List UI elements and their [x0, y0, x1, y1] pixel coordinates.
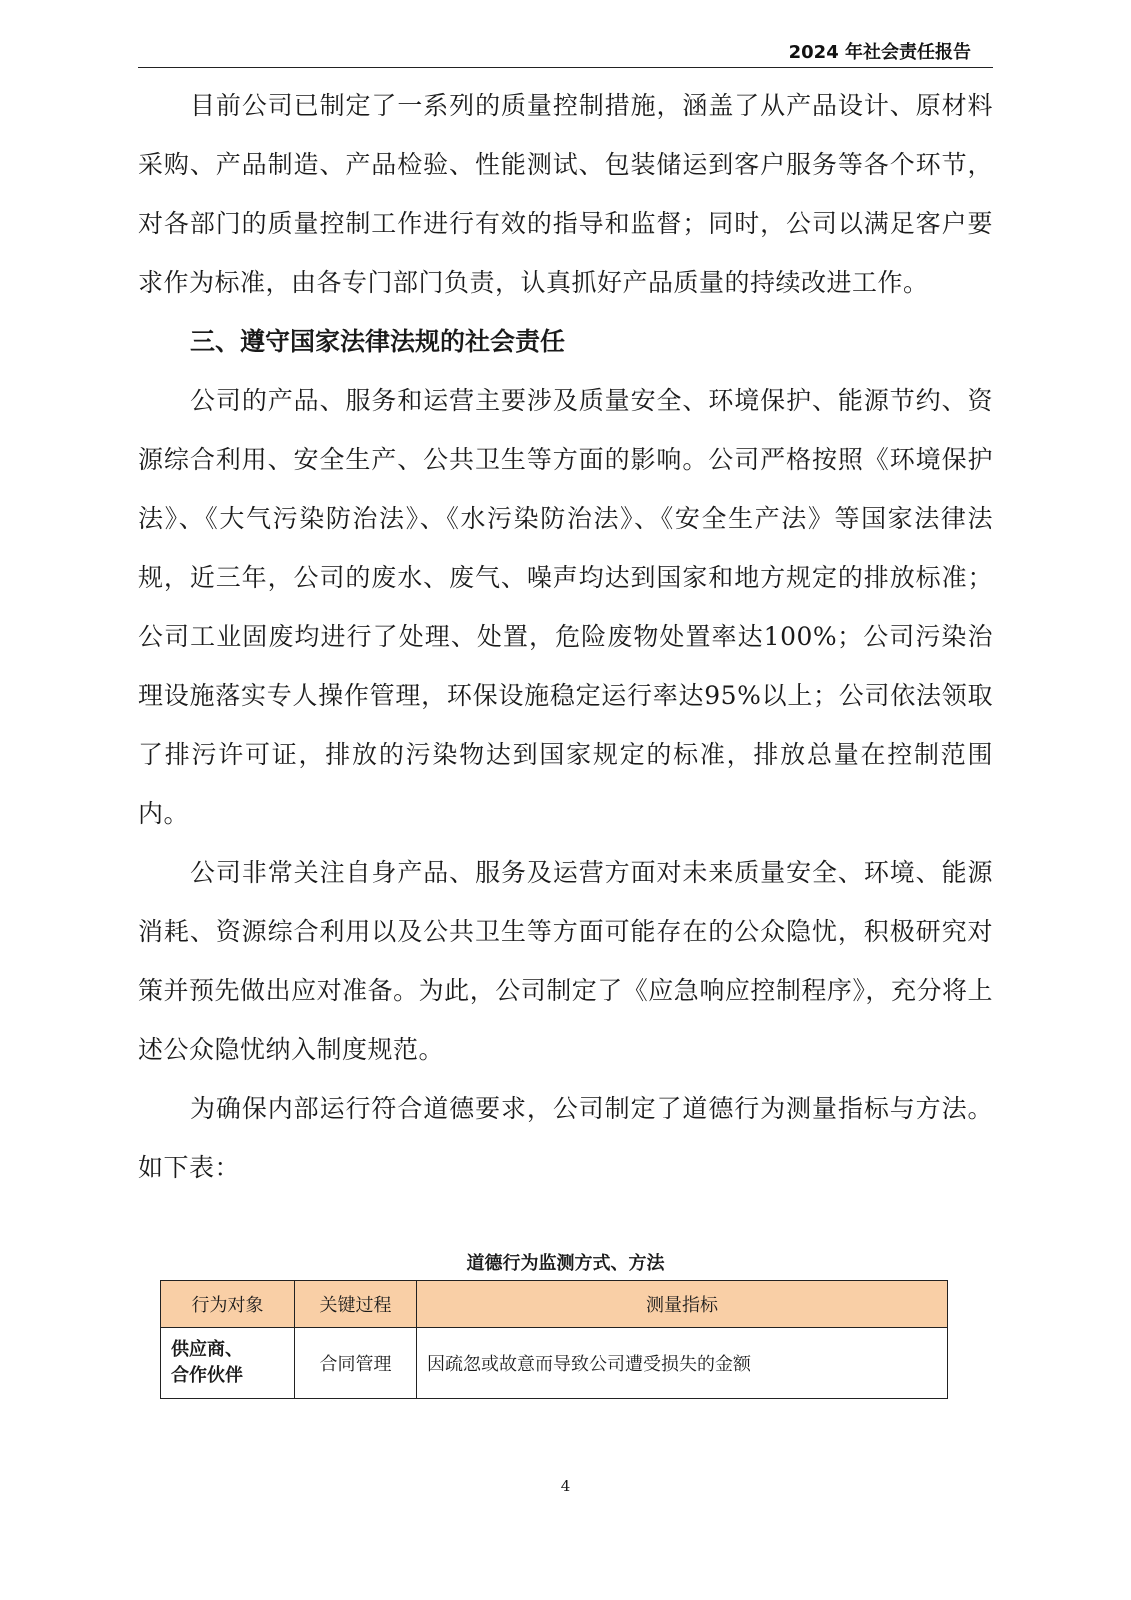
cell-object-line2: 合作伙伴 — [171, 1365, 243, 1386]
column-header-object: 行为对象 — [161, 1281, 295, 1328]
cell-key-process: 合同管理 — [295, 1328, 417, 1399]
paragraph-environmental-compliance: 公司的产品、服务和运营主要涉及质量安全、环境保护、能源节约、资源综合利用、安全生产、公共卫生等方面的影响。公司严格按照《环境保护法》、《大气污染防治法》、《水污染防治法》、《安全生产法》等国家法律法规，近三年，公司的废水、废气、噪声均达到国家和地方规定的排放标准；公司工业固废均进行了处理、处置，危险废物处置率达100%；公司污染治理设施落实专人操作管理，环保设施稳定运行率达95%以上；公司依法领取了排污许可证，排放的污染物达到国家规定的标准，排放总量在控制范围内。 — [138, 386, 993, 828]
column-header-process: 关键过程 — [295, 1281, 417, 1328]
cell-object-line1: 供应商、 — [171, 1339, 243, 1360]
paragraph-ethics-intro: 为确保内部运行符合道德要求，公司制定了道德行为测量指标与方法。如下表： — [138, 1094, 993, 1182]
cell-metric: 因疏忽或故意而导致公司遭受损失的金额 — [417, 1328, 948, 1399]
section-heading-legal-compliance: 三、遵守国家法律法规的社会责任 — [190, 327, 566, 356]
page-content — [138, 76, 993, 1197]
table-header-row — [161, 1281, 948, 1328]
table-row — [161, 1328, 948, 1399]
paragraph-quality-control: 目前公司已制定了一系列的质量控制措施，涵盖了从产品设计、原材料采购、产品制造、产品检验、性能测试、包装储运到客户服务等各个环节，对各部门的质量控制工作进行有效的指导和监督；同时，公司以满足客户要求作为标准，由各专门部门负责，认真抓好产品质量的持续改进工作。 — [138, 91, 993, 297]
header-divider — [138, 67, 993, 68]
ethics-monitoring-table — [160, 1280, 948, 1399]
cell-behavior-object — [161, 1328, 295, 1399]
table-caption: 道德行为监测方式、方法 — [466, 1253, 665, 1274]
page-number: 4 — [560, 1477, 571, 1495]
report-header-title: 2024 年社会责任报告 — [788, 42, 971, 63]
paragraph-public-concerns: 公司非常关注自身产品、服务及运营方面对未来质量安全、环境、能源消耗、资源综合利用以及公共卫生等方面可能存在的公众隐忧，积极研究对策并预先做出应对准备。为此，公司制定了《应急响应控制程序》，充分将上述公众隐忧纳入制度规范。 — [138, 858, 993, 1064]
column-header-metric: 测量指标 — [417, 1281, 948, 1328]
